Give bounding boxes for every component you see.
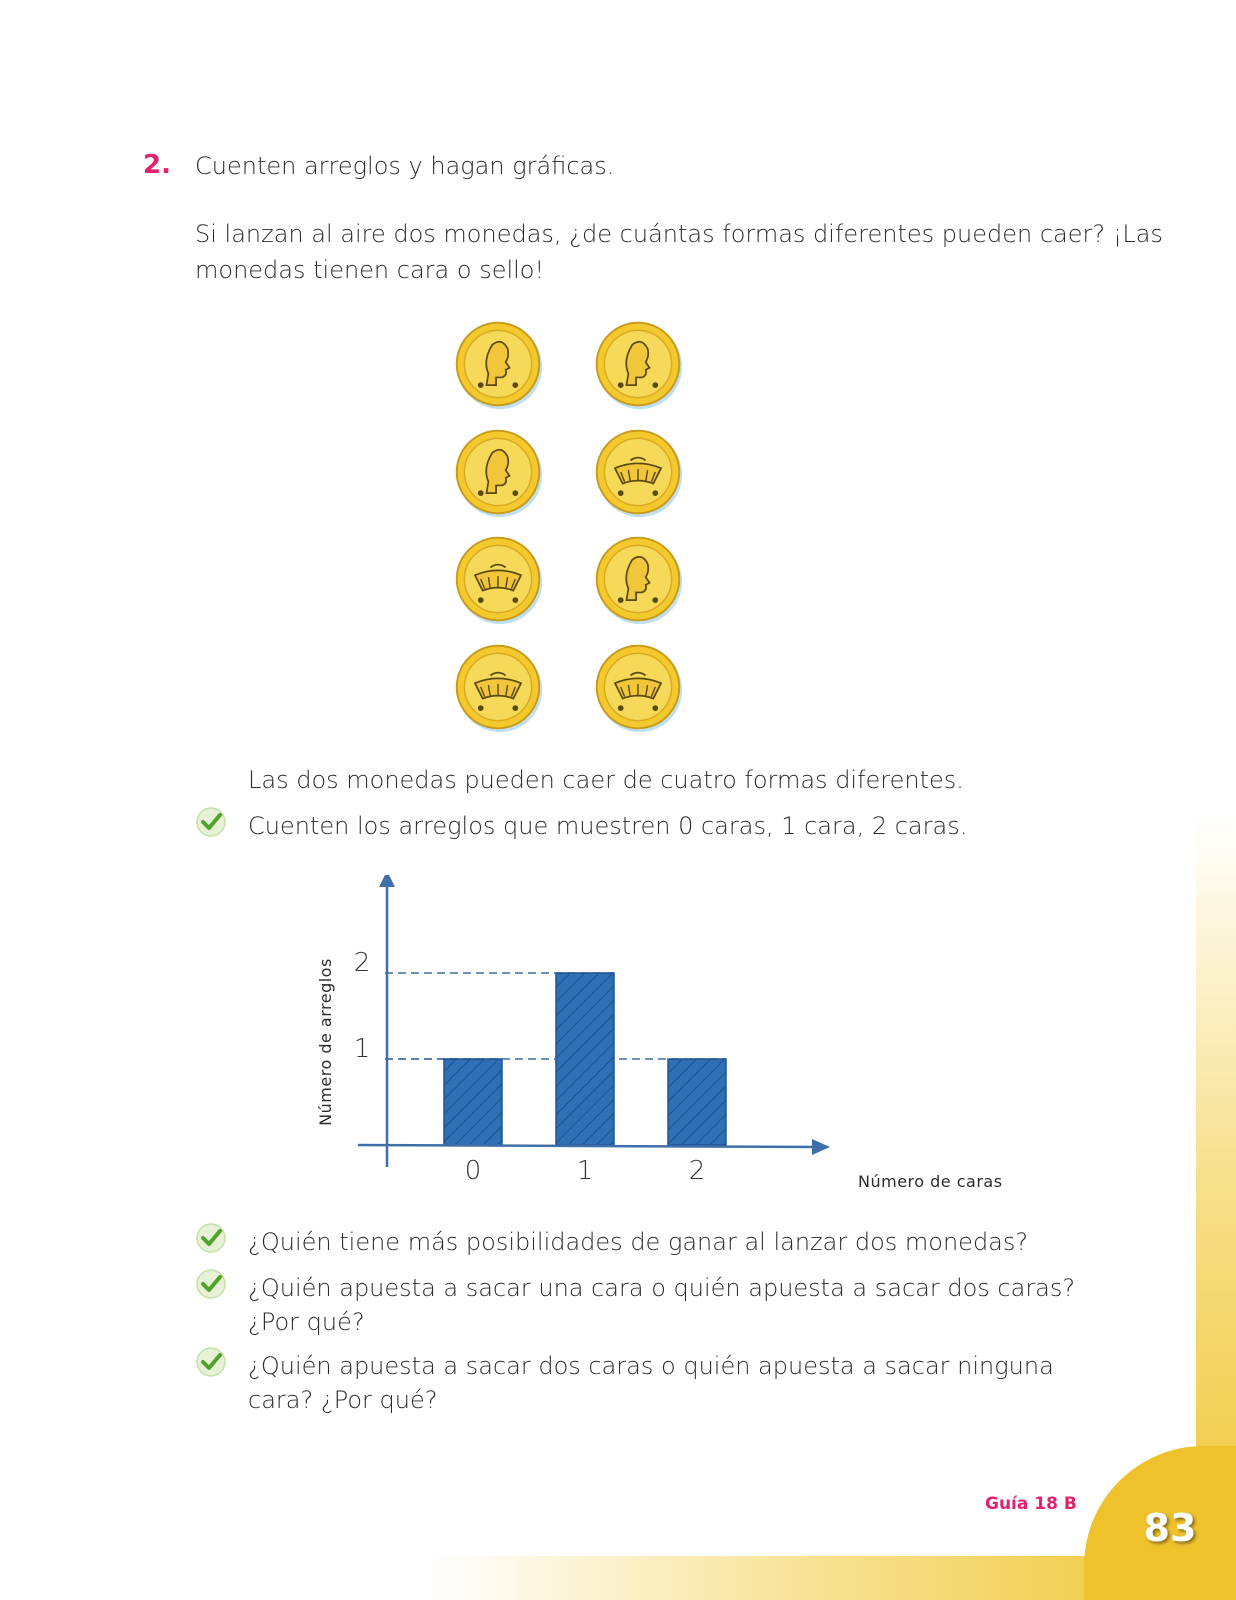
y-axis-arrow-icon (379, 875, 395, 887)
guide-label: Guía 18 B (985, 1494, 1077, 1514)
instruction-text: Cuenten los arreglos que muestren 0 caras, 1 cara, 2 caras. (248, 812, 968, 840)
x-tick-label: 2 (688, 1156, 706, 1186)
bar-0 (444, 1059, 502, 1145)
bar-1 (556, 973, 614, 1145)
bar-chart (300, 875, 1020, 1205)
check-icon (195, 1268, 227, 1300)
coin-cara-icon (590, 316, 686, 412)
y-tick-label: 1 (353, 1034, 371, 1064)
question-text: ¿Quién tiene más posibilidades de ganar al lanzar dos monedas? (248, 1228, 1029, 1256)
x-tick-label: 1 (576, 1156, 594, 1186)
conclusion-text: Las dos monedas pueden caer de cuatro formas diferentes. (248, 766, 964, 794)
y-axis-label: Número de arreglos (316, 958, 335, 1126)
intro-line-2: monedas tienen cara o sello! (195, 256, 545, 284)
y-tick-label: 2 (353, 948, 371, 978)
coins-illustration (450, 316, 700, 736)
question-text-continued: ¿Por qué? (248, 1308, 365, 1336)
question-text: ¿Quién apuesta a sacar dos caras o quién apuesta a sacar ninguna (248, 1352, 1054, 1380)
x-axis-arrow-icon (812, 1139, 830, 1155)
check-icon (195, 1222, 227, 1254)
exercise-number: 2. (143, 150, 171, 180)
bar-2 (668, 1059, 726, 1145)
x-tick-label: 0 (464, 1156, 482, 1186)
coin-sello-icon (450, 531, 546, 627)
question-text: ¿Quién apuesta a sacar una cara o quién apuesta a sacar dos caras? (248, 1274, 1076, 1302)
intro-line-1: Si lanzan al aire dos monedas, ¿de cuántas formas diferentes pueden caer? ¡Las (195, 220, 1163, 248)
question-text-continued: cara? ¿Por qué? (248, 1386, 438, 1414)
page-number: 83 (1143, 1506, 1197, 1550)
coin-cara-icon (590, 531, 686, 627)
coin-cara-icon (450, 424, 546, 520)
coin-sello-icon (590, 424, 686, 520)
x-axis (358, 1145, 820, 1147)
check-icon (195, 1346, 227, 1378)
coin-cara-icon (450, 316, 546, 412)
coin-sello-icon (590, 639, 686, 735)
x-axis-label: Número de caras (858, 1172, 1003, 1191)
check-icon (195, 806, 227, 838)
coin-sello-icon (450, 639, 546, 735)
exercise-title: Cuenten arreglos y hagan gráficas. (195, 152, 615, 180)
